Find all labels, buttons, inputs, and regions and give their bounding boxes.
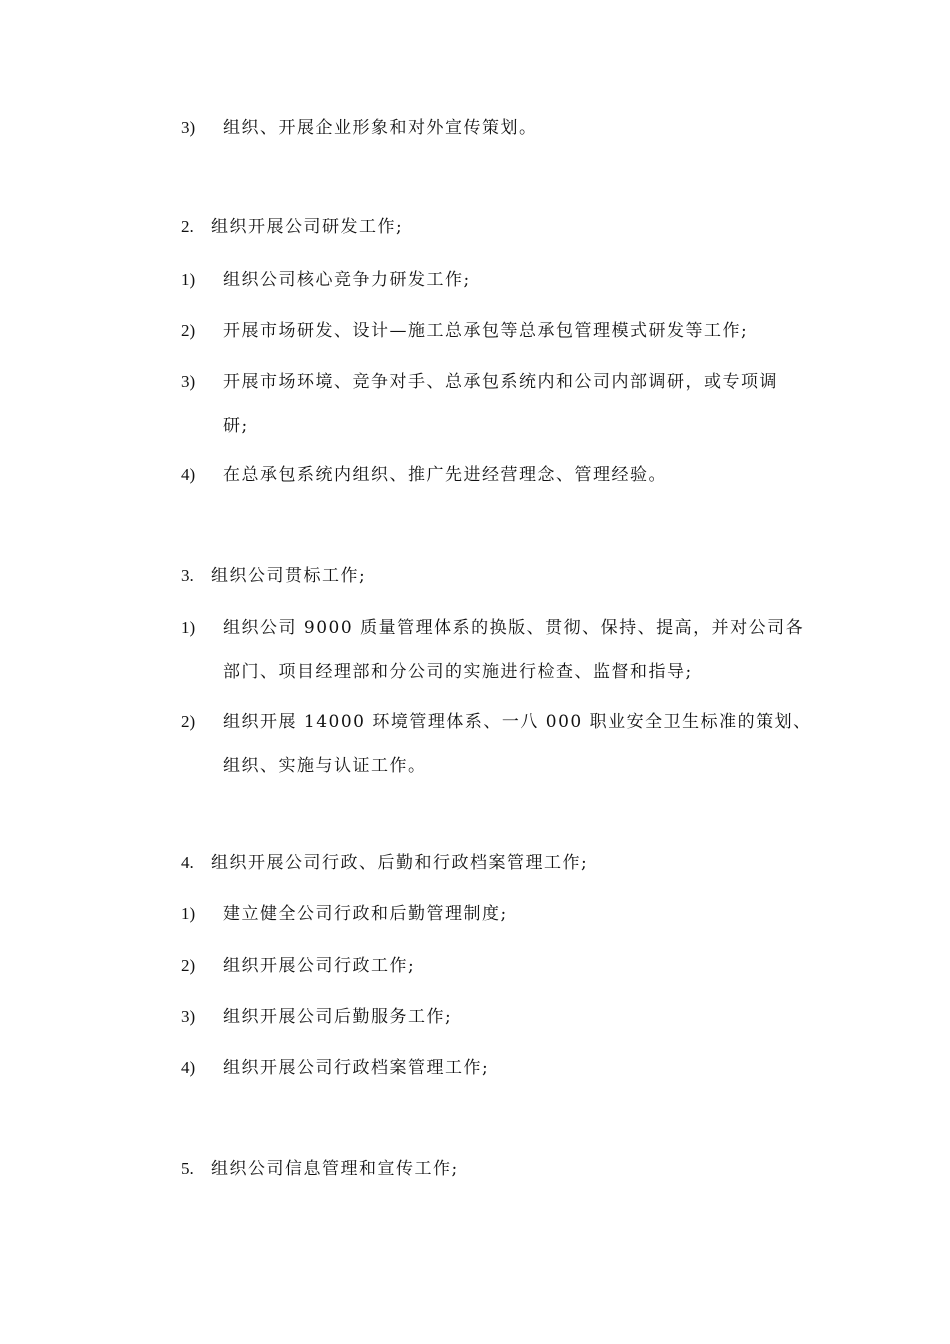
list-item [181,268,471,292]
item-number: 4) [181,465,196,484]
section-number: 3. [181,566,194,585]
item-number: 2) [181,956,196,975]
item-number: 1) [181,270,196,289]
list-item [181,902,508,926]
item-text: 组织、开展企业形象和对外宣传策划。 [223,118,538,138]
item-text: 开展市场环境、竞争对手、总承包系统内和公司内部调研，或专项调 [223,372,778,392]
section-heading [181,564,366,588]
list-item [181,616,804,640]
item-number: 3) [181,1007,196,1026]
item-text: 组织开展公司行政档案管理工作; [223,1058,490,1078]
section-title: 组织公司信息管理和宣传工作; [211,1159,459,1179]
item-text: 建立健全公司行政和后勤管理制度; [223,904,508,924]
list-item [181,954,415,978]
list-item [181,463,667,487]
section-heading [181,851,588,875]
item-number: 3) [181,118,196,137]
section-number: 4. [181,853,194,872]
list-item [181,116,538,140]
list-item-continuation: 研; [223,416,249,436]
item-number: 1) [181,618,196,637]
list-item [181,370,778,394]
list-item [181,1056,489,1080]
list-item-continuation: 组织、实施与认证工作。 [223,756,427,776]
item-text: 组织公司 9000 质量管理体系的换版、贯彻、保持、提高，并对公司各 [223,618,805,638]
section-number: 2. [181,217,194,236]
section-number: 5. [181,1159,194,1178]
section-title: 组织公司贯标工作; [211,566,367,586]
section-heading [181,1157,459,1181]
item-text: 在总承包系统内组织、推广先进经营理念、管理经验。 [223,465,667,485]
item-text: 组织开展 14000 环境管理体系、一八 000 职业安全卫生标准的策划、 [223,712,812,732]
list-item [181,1005,452,1029]
item-text: 组织开展公司后勤服务工作; [223,1007,453,1027]
item-text: 组织公司核心竞争力研发工作; [223,270,471,290]
list-item [181,319,748,343]
item-text: 组织开展公司行政工作; [223,956,416,976]
item-text: 开展市场研发、设计—施工总承包等总承包管理模式研发等工作; [223,321,749,341]
section-heading [181,215,403,239]
item-number: 4) [181,1058,196,1077]
section-title: 组织开展公司研发工作; [211,217,404,237]
item-number: 1) [181,904,196,923]
section-title: 组织开展公司行政、后勤和行政档案管理工作; [211,853,589,873]
list-item-continuation: 部门、项目经理部和分公司的实施进行检查、监督和指导; [223,662,693,682]
item-number: 2) [181,712,196,731]
item-number: 2) [181,321,196,340]
list-item [181,710,812,734]
item-number: 3) [181,372,196,391]
